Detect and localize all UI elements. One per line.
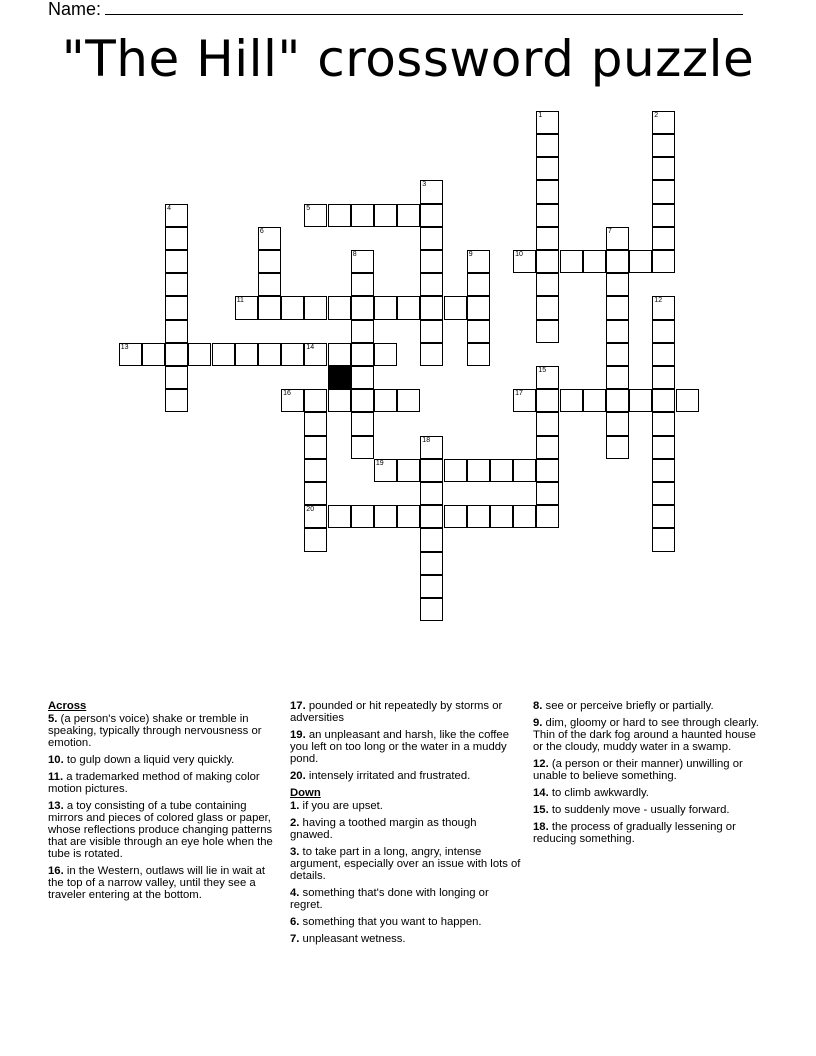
grid-cell[interactable]: [536, 227, 559, 250]
clue-number: 8: [352, 251, 357, 258]
clue-item-text: to suddenly move - usually forward.: [548, 804, 730, 816]
grid-cell[interactable]: [652, 250, 675, 273]
grid-cell[interactable]: [536, 180, 559, 203]
grid-cell[interactable]: [652, 459, 675, 482]
clue-number: 11: [236, 297, 244, 305]
grid-cell[interactable]: [374, 459, 397, 482]
grid-cell[interactable]: [606, 320, 629, 343]
clue-number: 4: [167, 204, 171, 212]
clue-number: 7: [607, 227, 612, 235]
clue-number: 14: [306, 343, 315, 351]
grid-cell[interactable]: [351, 343, 374, 366]
clue-number: 12: [654, 297, 663, 305]
grid-cell[interactable]: [165, 250, 188, 273]
grid-cell[interactable]: [142, 343, 165, 366]
clue-item-text: (a person or their manner) unwilling or unable to believe something.: [533, 758, 743, 782]
grid-cell[interactable]: [467, 273, 490, 296]
clue-number: 10: [515, 251, 523, 258]
grid-cell[interactable]: [536, 134, 559, 157]
clue-item-text: intensely irritated and frustrated.: [305, 770, 471, 782]
grid-cell[interactable]: [165, 204, 188, 227]
grid-cell[interactable]: [328, 296, 351, 319]
grid-cell[interactable]: [606, 436, 629, 459]
across-clue-list-continued: [290, 700, 522, 782]
across-clue-list: [48, 713, 280, 901]
grid-cell[interactable]: [281, 389, 304, 412]
grid-cell[interactable]: [374, 389, 397, 412]
grid-cell[interactable]: [536, 273, 559, 296]
grid-cell[interactable]: [513, 505, 536, 528]
clue-item: [290, 700, 522, 724]
grid-cell[interactable]: [258, 227, 281, 250]
clue-item: [290, 933, 522, 945]
grid-cell[interactable]: [165, 343, 188, 366]
grid-cell[interactable]: [652, 204, 675, 227]
grid-cell[interactable]: [652, 389, 675, 412]
clue-item-number: 2.: [290, 817, 300, 829]
grid-cell[interactable]: [351, 505, 374, 528]
grid-cell[interactable]: [467, 459, 490, 482]
clue-item-text: pounded or hit repeatedly by storms or adversities: [290, 700, 503, 724]
grid-cell[interactable]: [420, 273, 443, 296]
grid-cell[interactable]: [606, 412, 629, 435]
grid-cell[interactable]: [304, 389, 327, 412]
clue-item: [533, 700, 765, 712]
grid-cell[interactable]: [258, 273, 281, 296]
clue-item: [290, 887, 522, 911]
clue-item-text: see or perceive briefly or partially.: [542, 700, 714, 712]
clue-item: [533, 804, 765, 816]
grid-cell[interactable]: [652, 134, 675, 157]
grid-cell[interactable]: [606, 227, 629, 250]
grid-cell[interactable]: [536, 250, 559, 273]
clue-item: [290, 800, 522, 812]
grid-cell[interactable]: [281, 343, 304, 366]
grid-cell[interactable]: [351, 296, 374, 319]
clue-item-text: the process of gradually lessening or reducing something.: [533, 821, 736, 845]
grid-cell[interactable]: [536, 204, 559, 227]
grid-cell[interactable]: [351, 436, 374, 459]
grid-cell[interactable]: [188, 343, 211, 366]
down-heading: Down: [290, 787, 321, 799]
clue-item-number: 15.: [533, 804, 549, 816]
clue-item-number: 6.: [290, 916, 300, 928]
clue-item-text: to take part in a long, angry, intense argument, especially over an issue with lots of details.: [290, 846, 521, 882]
grid-cell[interactable]: [328, 204, 351, 227]
clue-item: [48, 865, 280, 901]
grid-cell[interactable]: [606, 366, 629, 389]
grid-cell[interactable]: [397, 204, 420, 227]
clue-item: [290, 817, 522, 841]
grid-cell[interactable]: [165, 227, 188, 250]
grid-cell[interactable]: [351, 320, 374, 343]
clue-number: 15: [538, 367, 547, 374]
grid-cell[interactable]: [420, 180, 443, 203]
grid-cell[interactable]: [304, 412, 327, 435]
grid-cell[interactable]: [258, 343, 281, 366]
clue-item-number: 8.: [533, 700, 543, 712]
grid-cell[interactable]: [652, 111, 675, 134]
grid-cell[interactable]: [652, 366, 675, 389]
clue-item-number: 19.: [290, 729, 306, 741]
grid-cell[interactable]: [420, 552, 443, 575]
clue-item-number: 16.: [48, 865, 64, 877]
grid-cell[interactable]: [513, 250, 536, 273]
down-clue-list: [290, 800, 522, 945]
clue-item-text: a toy consisting of a tube containing mirrors and pieces of colored glass or paper, whose reflections produce changing patterns that are visible through an eye hole when the tube is rotated.: [48, 800, 273, 860]
grid-cell[interactable]: [351, 366, 374, 389]
clue-item-text: a trademarked method of making color motion pictures.: [48, 771, 260, 795]
clue-item-text: something that you want to happen.: [299, 916, 482, 928]
clue-number: 1: [538, 111, 543, 119]
grid-cell[interactable]: [536, 157, 559, 180]
grid-cell[interactable]: [235, 296, 258, 319]
grid-cell[interactable]: [467, 250, 490, 273]
grid-cell[interactable]: [304, 482, 327, 505]
grid-cell[interactable]: [560, 250, 583, 273]
grid-cell[interactable]: [467, 343, 490, 366]
grid-cell[interactable]: [629, 389, 652, 412]
clue-item: [290, 846, 522, 882]
clues-column-2: [290, 700, 522, 950]
grid-cell[interactable]: [420, 204, 443, 227]
clue-item-number: 17.: [290, 700, 306, 712]
grid-cell[interactable]: [420, 296, 443, 319]
grid-cell[interactable]: [304, 528, 327, 551]
clue-item: [48, 800, 280, 860]
grid-cell[interactable]: [304, 505, 327, 528]
grid-cell[interactable]: [490, 505, 513, 528]
clue-item-text: having a toothed margin as though gnawed.: [290, 817, 477, 841]
grid-cell[interactable]: [351, 273, 374, 296]
grid-cell[interactable]: [652, 320, 675, 343]
clue-item-number: 9.: [533, 717, 543, 729]
grid-cell[interactable]: [467, 320, 490, 343]
grid-cell[interactable]: [536, 459, 559, 482]
clue-number: 16: [283, 390, 291, 398]
grid-cell[interactable]: [536, 111, 559, 134]
grid-cell[interactable]: [560, 389, 583, 412]
grid-cell[interactable]: [304, 296, 327, 319]
grid-cell[interactable]: [652, 157, 675, 180]
clue-item-text: (a person's voice) shake or tremble in speaking, typically through nervousness or emotion.: [48, 713, 262, 749]
grid-cell[interactable]: [467, 296, 490, 319]
grid-cell[interactable]: [536, 436, 559, 459]
grid-cell[interactable]: [676, 389, 699, 412]
grid-cell[interactable]: [304, 204, 327, 227]
grid-cell[interactable]: [536, 412, 559, 435]
grid-cell[interactable]: [606, 273, 629, 296]
grid-cell[interactable]: [652, 505, 675, 528]
clue-item-number: 4.: [290, 887, 300, 899]
clue-item: [290, 729, 522, 765]
clue-item: [533, 787, 765, 799]
grid-cell[interactable]: [397, 505, 420, 528]
grid-cell[interactable]: [536, 296, 559, 319]
grid-cell[interactable]: [165, 296, 188, 319]
clue-number: 2: [654, 111, 659, 119]
grid-cell[interactable]: [444, 505, 467, 528]
grid-cell[interactable]: [536, 505, 559, 528]
grid-cell[interactable]: [536, 366, 559, 389]
grid-cell[interactable]: [258, 296, 281, 319]
clue-item-number: 13.: [48, 800, 64, 812]
clue-item-text: to gulp down a liquid very quickly.: [63, 754, 235, 766]
grid-cell[interactable]: [374, 505, 397, 528]
grid-cell[interactable]: [420, 598, 443, 621]
grid-cell[interactable]: [374, 204, 397, 227]
grid-cell[interactable]: [165, 366, 188, 389]
clue-number: 9: [468, 251, 473, 258]
page-title: "The Hill" crossword puzzle: [61, 30, 755, 88]
grid-cell[interactable]: [513, 389, 536, 412]
clue-number: 3: [422, 181, 427, 189]
grid-cell[interactable]: [258, 250, 281, 273]
grid-cell[interactable]: [351, 412, 374, 435]
clue-item: [533, 821, 765, 845]
black-square: [328, 366, 351, 389]
grid-cell[interactable]: [420, 436, 443, 459]
grid-cell[interactable]: [328, 343, 351, 366]
clues-column-1: [48, 700, 280, 906]
clue-item-number: 14.: [533, 787, 549, 799]
grid-cell[interactable]: [536, 389, 559, 412]
grid-cell[interactable]: [397, 389, 420, 412]
clue-item-text: dim, gloomy or hard to see through clearly. Thin of the dark fog around a haunted house or the cloudy, muddy water in a swamp.: [533, 717, 759, 753]
grid-cell[interactable]: [583, 389, 606, 412]
grid-cell[interactable]: [351, 389, 374, 412]
grid-cell[interactable]: [606, 296, 629, 319]
grid-cell[interactable]: [420, 250, 443, 273]
grid-cell[interactable]: [652, 528, 675, 551]
clue-item: [290, 916, 522, 928]
clue-number: 5: [306, 204, 311, 212]
grid-cell[interactable]: [119, 343, 142, 366]
clue-number: 19: [375, 459, 384, 467]
down-clue-list-continued: [533, 700, 765, 845]
clue-number: 6: [259, 227, 264, 235]
grid-cell[interactable]: [652, 227, 675, 250]
grid-cell[interactable]: [444, 296, 467, 319]
clues-column-3: [533, 700, 765, 850]
clue-item: [48, 771, 280, 795]
grid-cell[interactable]: [304, 343, 327, 366]
grid-cell[interactable]: [490, 459, 513, 482]
clue-item: [290, 770, 522, 782]
grid-cell[interactable]: [583, 250, 606, 273]
grid-cell[interactable]: [420, 505, 443, 528]
grid-cell[interactable]: [351, 250, 374, 273]
name-label: Name:: [48, 0, 102, 19]
clue-item-number: 3.: [290, 846, 300, 858]
clue-number: 20: [306, 506, 315, 514]
grid-cell[interactable]: [513, 459, 536, 482]
clue-number: 17: [515, 390, 523, 398]
clue-item-text: something that's done with longing or regret.: [290, 887, 489, 911]
clue-item-text: to climb awkwardly.: [548, 787, 649, 799]
grid-cell[interactable]: [444, 459, 467, 482]
grid-cell[interactable]: [235, 343, 258, 366]
clue-item-number: 10.: [48, 754, 64, 766]
clue-item: [533, 758, 765, 782]
grid-cell[interactable]: [606, 250, 629, 273]
grid-cell[interactable]: [165, 389, 188, 412]
grid-cell[interactable]: [652, 412, 675, 435]
clue-item: [48, 713, 280, 749]
grid-cell[interactable]: [629, 250, 652, 273]
clue-item-number: 20.: [290, 770, 306, 782]
grid-cell[interactable]: [420, 482, 443, 505]
grid-cell[interactable]: [536, 482, 559, 505]
grid-cell[interactable]: [606, 389, 629, 412]
grid-cell[interactable]: [652, 296, 675, 319]
clue-item: [533, 717, 765, 753]
grid-cell[interactable]: [420, 343, 443, 366]
grid-cell[interactable]: [652, 436, 675, 459]
grid-cell[interactable]: [351, 204, 374, 227]
grid-cell[interactable]: [165, 320, 188, 343]
clue-item-number: 5.: [48, 713, 58, 725]
grid-cell[interactable]: [212, 343, 235, 366]
clue-item-text: an unpleasant and harsh, like the coffee you left on too long or the water in a muddy pond.: [290, 729, 510, 765]
grid-cell[interactable]: [304, 459, 327, 482]
clue-item-number: 12.: [533, 758, 549, 770]
grid-cell[interactable]: [420, 320, 443, 343]
clue-item-text: in the Western, outlaws will lie in wait at the top of a narrow valley, until they see a traveler entering at the bottom.: [48, 865, 266, 901]
grid-cell[interactable]: [304, 436, 327, 459]
grid-cell[interactable]: [536, 320, 559, 343]
grid-cell[interactable]: [420, 227, 443, 250]
grid-cell[interactable]: [420, 528, 443, 551]
grid-cell[interactable]: [397, 459, 420, 482]
clue-number: 18: [422, 436, 431, 444]
clue-item-number: 7.: [290, 933, 300, 945]
clue-item-number: 1.: [290, 800, 300, 812]
grid-cell[interactable]: [420, 575, 443, 598]
grid-cell[interactable]: [165, 273, 188, 296]
grid-cell[interactable]: [328, 389, 351, 412]
clue-item-number: 11.: [48, 771, 64, 783]
grid-cell[interactable]: [374, 296, 397, 319]
grid-cell[interactable]: [328, 505, 351, 528]
clue-item: [48, 754, 280, 766]
across-heading: Across: [48, 700, 87, 712]
clue-item-text: unpleasant wetness.: [299, 933, 406, 945]
grid-cell[interactable]: [652, 343, 675, 366]
grid-cell[interactable]: [281, 296, 304, 319]
grid-cell[interactable]: [652, 482, 675, 505]
clue-item-number: 18.: [533, 821, 549, 833]
grid-cell[interactable]: [606, 343, 629, 366]
grid-cell[interactable]: [420, 459, 443, 482]
grid-cell[interactable]: [374, 343, 397, 366]
grid-cell[interactable]: [652, 180, 675, 203]
grid-cell[interactable]: [467, 505, 490, 528]
clue-number: 13: [120, 343, 129, 351]
grid-cell[interactable]: [397, 296, 420, 319]
clue-item-text: if you are upset.: [299, 800, 383, 812]
